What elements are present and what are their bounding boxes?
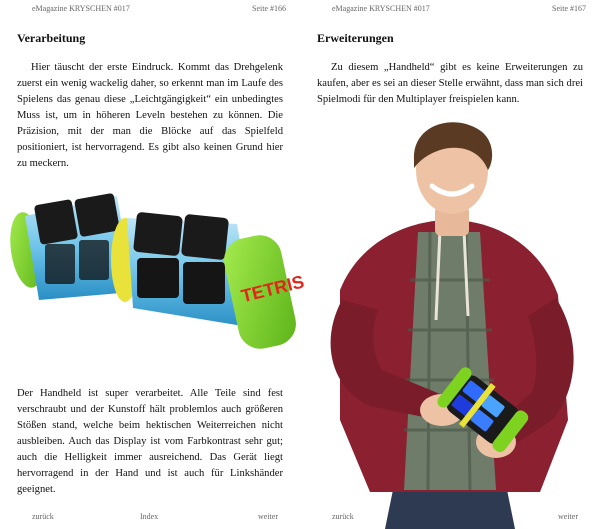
back-link[interactable]: zurück [332, 512, 354, 521]
magazine-title: eMagazine KRYSCHEN #017 [332, 4, 430, 13]
page-number: Seite #167 [552, 4, 586, 13]
tetris-handheld-image [5, 188, 307, 356]
magazine-title: eMagazine KRYSCHEN #017 [32, 4, 130, 13]
paragraph-intro: Hier täuscht der erste Eindruck. Kommt das Drehgelenk zuerst ein wenig wackelig daher, so erkennt man im Laufe des Spielens das genau diese „Leichtgängigkeit“ ein unbedingtes Muss ist, um in höheren Leveln bestehen zu können. Die Präzision, mit der man die Blöcke auf das Spielfeld positioniert, ist hervorragend. Es gibt also keinen Grund hier zu meckern. [17, 62, 283, 169]
paragraph-quality: Der Handheld ist super verarbeitet. Alle Teile sind fest verschraubt und der Kunstoff hält problemlos auch größeren Stößen stand, welche beim hektischen Weiterreichen nicht ausbleiben. Auch das Display ist vom Farbkontrast sehr gut; auch die Helligkeit immer ausreichend. Das Gerät liegt hervorragend in der Hand und ist auch für Linkshänder geeignet. [17, 388, 283, 495]
index-link[interactable]: Index [140, 512, 159, 521]
next-link[interactable]: weiter [558, 512, 578, 521]
page-header [300, 4, 600, 16]
back-link[interactable]: zurück [32, 512, 54, 521]
person-holding-handheld-image [300, 120, 600, 529]
section-title-verarbeitung: Verarbeitung [17, 31, 86, 45]
next-link[interactable]: weiter [258, 512, 278, 521]
paragraph-extensions: Zu diesem „Handheld“ gibt es keine Erweiterungen zu kaufen, aber es sei an dieser Stelle erwähnt, dass man sich drei Spielmodi für den Multiplayer freispielen kann. [317, 62, 583, 105]
page-number: Seite #166 [252, 4, 286, 13]
section-title-erweiterungen: Erweiterungen [317, 31, 394, 45]
tetris-logo: TETRIS [239, 271, 307, 307]
page-footer [0, 512, 300, 524]
page-header [0, 4, 300, 16]
